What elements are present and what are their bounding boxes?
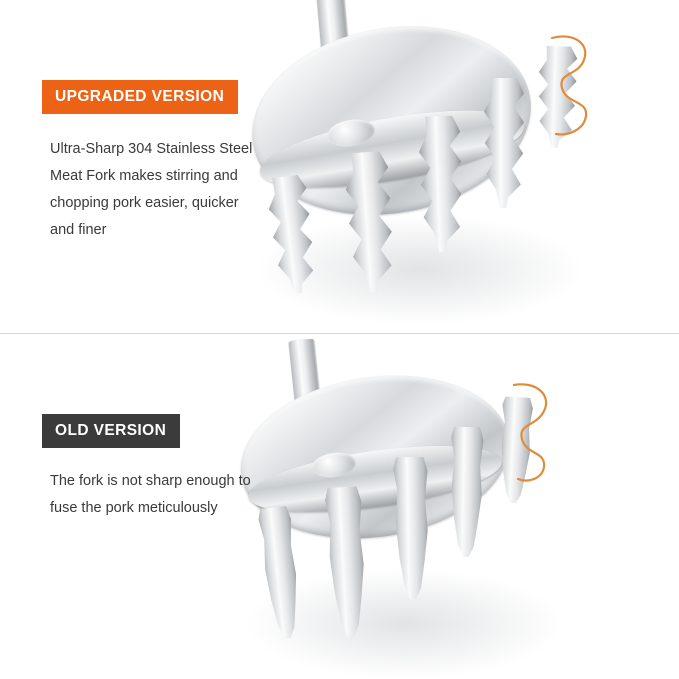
description-old-version: The fork is not sharp enough to fuse the pork meticulously [50, 473, 251, 516]
fork-tine [536, 45, 578, 148]
panel-old-version [0, 339, 679, 679]
panel-upgraded-version [0, 0, 679, 339]
badge-old-version: OLD VERSION [42, 414, 180, 448]
fork-tine [447, 427, 485, 558]
badge-upgraded-version: UPGRADED VERSION [42, 80, 238, 114]
description-upgraded-version: Ultra-Sharp 304 Stainless Steel Meat Fork makes stirring and chopping pork easier, quicker and finer [50, 141, 253, 238]
panel-divider [0, 333, 679, 334]
